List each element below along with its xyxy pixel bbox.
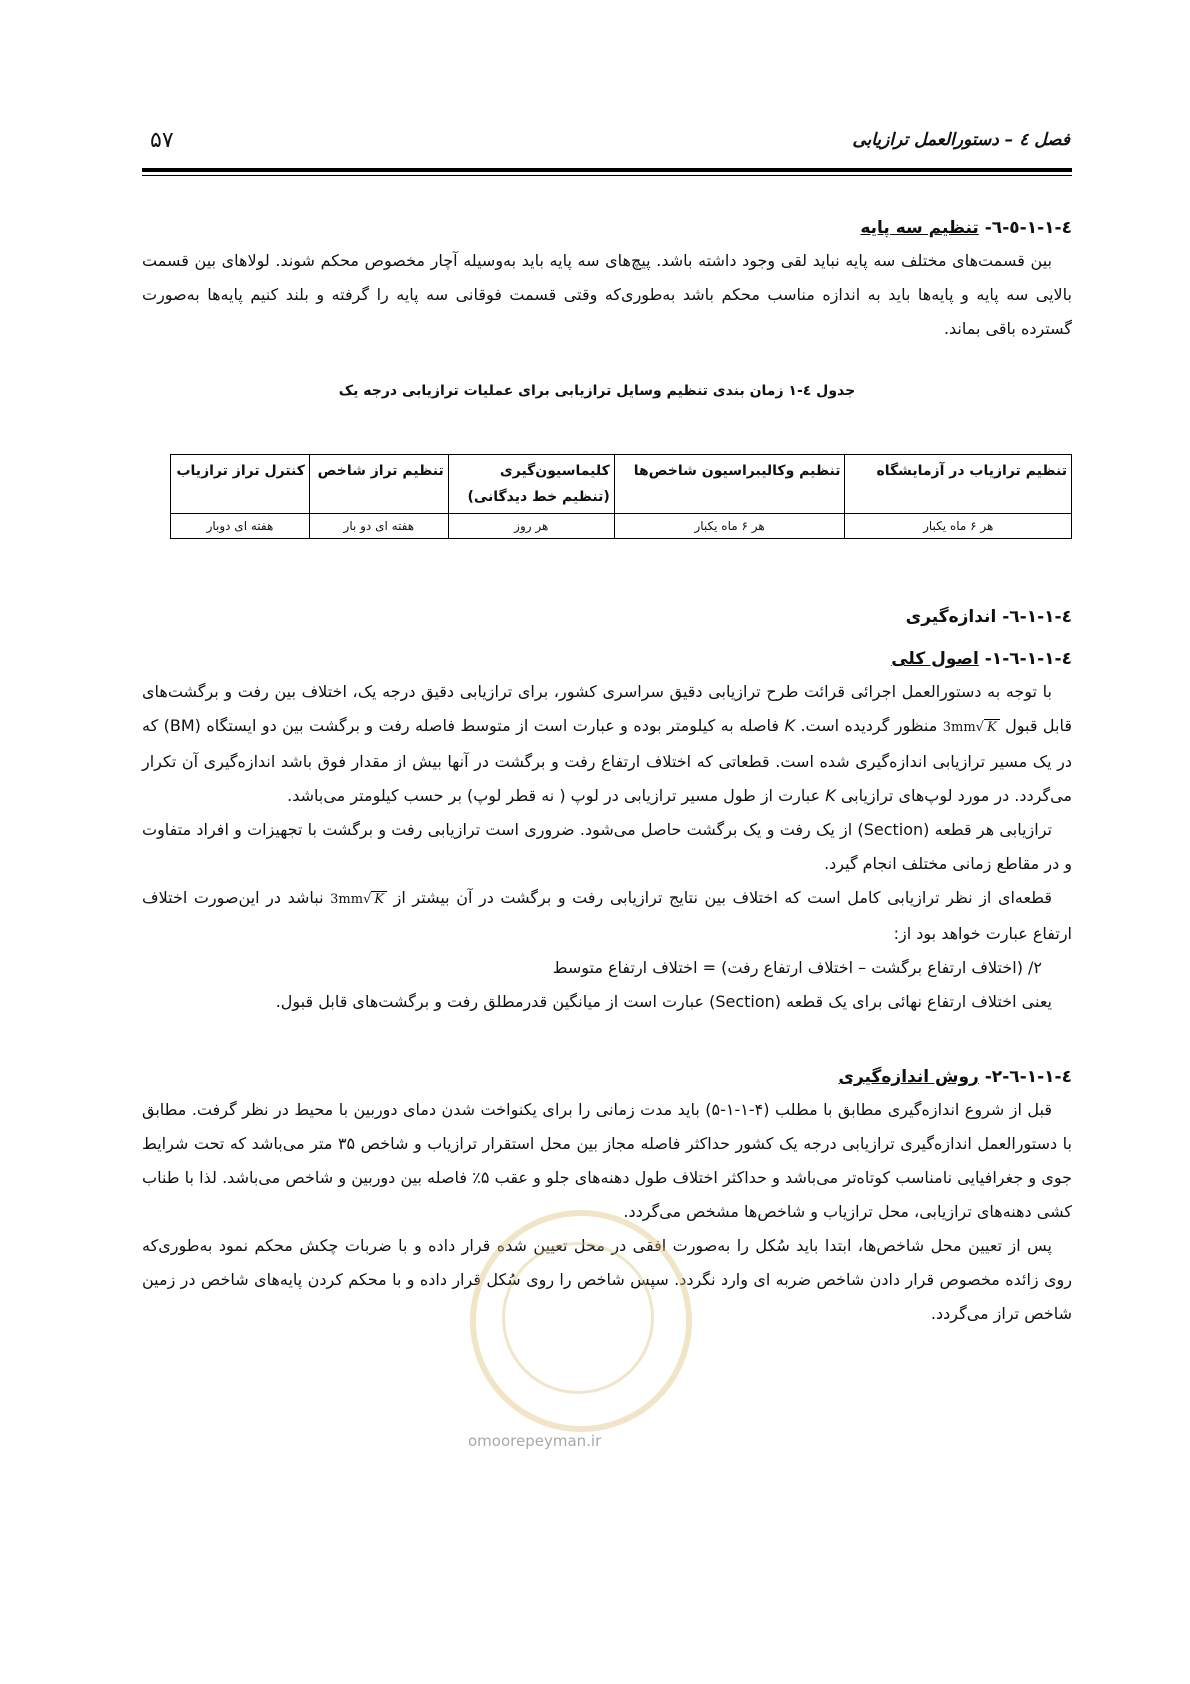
section-heading-principles (142, 643, 1072, 675)
page-number: ۵۷ (150, 128, 174, 153)
watermark-seal-icon (470, 1210, 692, 1432)
chapter-title: فصل ٤ – دستورالعمل ترازیابی (852, 130, 1070, 150)
table-header-row (171, 455, 1072, 514)
table-cell: هفته ای دوبار (171, 514, 310, 539)
section-heading-tripod (142, 212, 1072, 244)
header-rule-thick (142, 168, 1072, 172)
table-header-cell: تنظیم وکالیبراسیون شاخص‌ها (614, 455, 845, 514)
section-heading-method (142, 1061, 1072, 1093)
paragraph-tripod: بین قسمت‌های مختلف سه پایه نباید لقی وجود داشته باشد. پیچ‌های سه پایه باید به‌وسیله آچار مخصوص محکم شوند. لولاهای بین قسمت بالایی سه پایه و پایه‌ها باید به اندازه مناسب محکم باشد به‌طوری‌که وقتی قسمت فوقانی سه پایه را گرفته و بلند کنیم پایه‌ها به‌صورت گسترده باقی بماند. (142, 251, 1072, 338)
section-number: ٤-١-١-٦-١- (984, 649, 1072, 669)
page-header (150, 122, 1070, 162)
paragraph-principles-3: قطعه‌ای از نظر ترازیابی کامل است که اختلاف بین نتایج ترازیابی رفت و برگشت در آن بیشتر از 3mm√ K نباشد در این‌صورت اختلاف ارتفاع عبارت خواهد بود از: (142, 888, 1072, 943)
paragraph-principles-1: با توجه به دستورالعمل اجرائی قرائت طرح ترازیابی دقیق سراسری کشور، برای ترازیابی دقیق درجه یک، اختلاف بین رفت و برگشت‌های قابل قبول 3mm√ K منظور گردیده است. K فاصله به کیلومتر بوده و عبارت است از متوسط فاصله رفت و برگشت بین دو ایستگاه (BM) که در یک مسیر ترازیابی اندازه‌گیری شده است. قطعاتی که اختلاف ارتفاع رفت و برگشت در آنها بیش از مقدار فوق باشد اندازه‌گیری آن تکرار می‌گردد. در مورد لوپ‌های ترازیابی K عبارت از طول مسیر ترازیابی در لوپ ( نه قطر لوپ) بر حسب کیلومتر می‌باشد. (142, 682, 1073, 805)
tolerance-formula: 3mm√ K (943, 719, 1000, 735)
table-cell: هر ۶ ماه یکبار (845, 514, 1072, 539)
table-caption: جدول ٤-١ زمان بندی تنظیم وسایل ترازیابی برای عملیات ترازیابی درجه یک (338, 383, 856, 399)
paragraph-principles-2: ترازیابی هر قطعه (Section) از یک رفت و یک برگشت حاصل می‌شود. ضروری است ترازیابی رفت و برگشت با تجهیزات و افراد متفاوت و در مقاطع زمانی مختلف انجام گیرد. (142, 820, 1072, 873)
schedule-table (170, 454, 1072, 539)
watermark-url: omoorepeyman.ir (468, 1432, 602, 1450)
mean-height-formula: ۲/ (اختلاف ارتفاع برگشت – اختلاف ارتفاع رفت) = اختلاف ارتفاع متوسط (552, 958, 1042, 977)
section-heading-measurement: ٤-١-١-٦- اندازه‌گیری (905, 607, 1072, 627)
section-number: ٤-١-١-٥-٦- (984, 218, 1072, 238)
section-title: اصول کلی (891, 649, 979, 669)
table-header-cell: تنظیم تراز شاخص (309, 455, 448, 514)
paragraph-principles-4: یعنی اختلاف ارتفاع نهائی برای یک قطعه (Section) عبارت است از میانگین قدرمطلق رفت و برگشت‌های قابل قبول. (275, 992, 1052, 1011)
paragraph-method-1: قبل از شروع اندازه‌گیری مطابق با مطلب (۴-۱-۱-۵) باید مدت زمانی را برای یکنواخت شدن دمای دوربین با محیط در نظر گرفت. مطابق با دستورالعمل اندازه‌گیری ترازیابی درجه یک کشور حداکثر فاصله مجاز بین محل استقرار ترازیاب و شاخص ۳۵ متر می‌باشد که تحت شرایط جوی و جغرافیایی نامناسب کوتاه‌تر می‌باشد و حداکثر اختلاف طول دهنه‌های جلو و عقب ۵٪ فاصله بین دوربین و شاخص می‌باشد. لذا با طناب کشی دهنه‌های ترازیابی، محل ترازیاب و شاخص‌ها مشخص می‌گردد. (142, 1100, 1072, 1221)
table-header-cell: کنترل تراز ترازیاب (171, 455, 310, 514)
table-cell: هفته ای دو بار (309, 514, 448, 539)
table-cell: هر ۶ ماه یکبار (614, 514, 845, 539)
section-title: تنظیم سه پایه (860, 218, 979, 238)
table-row (171, 514, 1072, 539)
section-number: ٤-١-١-٦-٢- (984, 1067, 1072, 1087)
page-content (142, 212, 1072, 1331)
table-header-cell: کلیماسیون‌گیری (تنظیم خط دیدگانی) (448, 455, 614, 514)
tolerance-formula: 3mm√ K (330, 891, 387, 907)
table-header-cell: تنظیم ترازیاب در آزمایشگاه (845, 455, 1072, 514)
table-cell: هر روز (448, 514, 614, 539)
header-rule-thin (142, 175, 1072, 176)
paragraph-method-2: پس از تعیین محل شاخص‌ها، ابتدا باید سُکل را به‌صورت افقی در محل تعیین شده قرار داده و با ضربات چکش محکم نمود به‌طوری‌که روی زائده مخصوص قرار دادن شاخص ضربه ای وارد نگردد. سپس شاخص را روی سُکل قرار داده و با محکم کردن پایه‌های شاخص در زمین شاخص تراز می‌گردد. (142, 1236, 1072, 1323)
section-title: روش اندازه‌گیری (838, 1067, 979, 1087)
